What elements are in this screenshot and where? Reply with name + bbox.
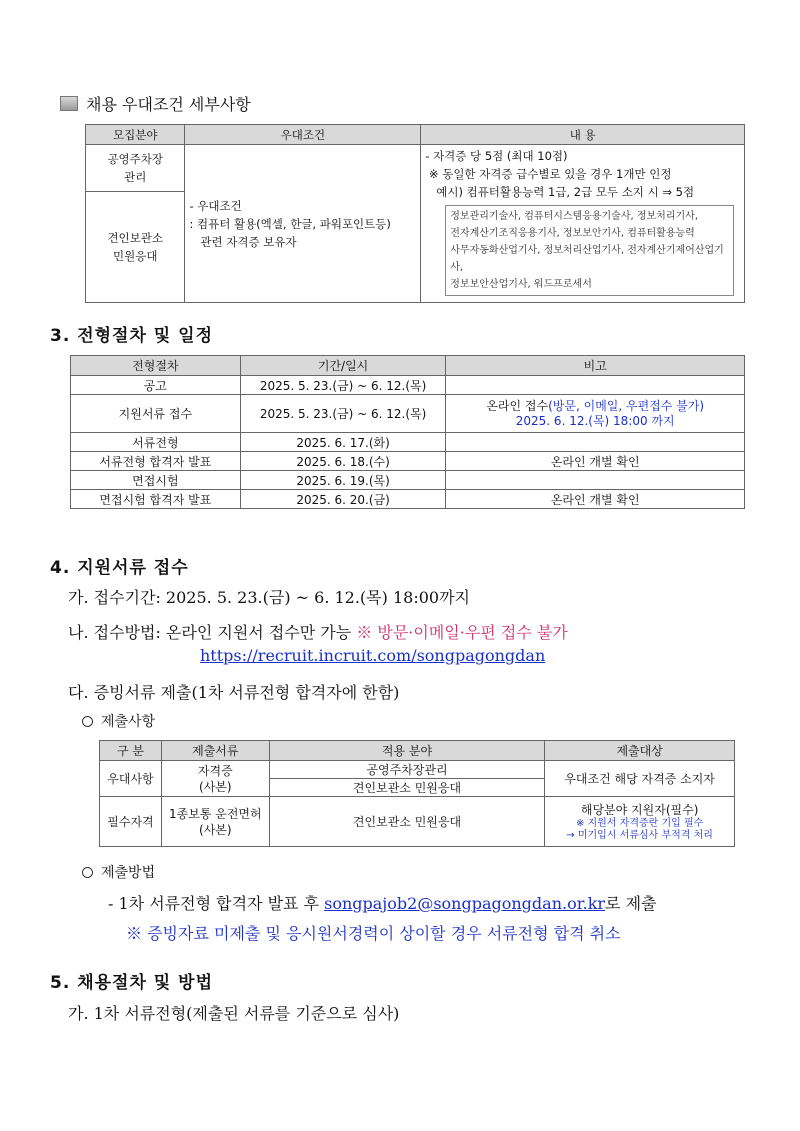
submission-method-text: 제출방법 [101, 865, 156, 881]
field-cell: 견인보관소 민원응대 [269, 797, 545, 847]
recruit-url-line [200, 646, 545, 665]
preference-row [86, 145, 745, 192]
step-cell: 면접시험 [71, 471, 241, 490]
target-note: ※ 지원서 자격증란 기입 필수 [575, 817, 704, 829]
document-cell: 자격증 (사본) [161, 761, 269, 797]
condition-cell [185, 145, 421, 303]
preference-table [85, 124, 745, 303]
header-field: 적용 분야 [269, 741, 545, 761]
note-cell [446, 471, 745, 490]
date-cell: 2025. 6. 17.(화) [240, 433, 446, 452]
date-cell: 2025. 6. 18.(수) [240, 452, 446, 471]
submission-items-label [82, 711, 155, 731]
note-cell: 온라인 개별 확인 [446, 452, 745, 471]
header-note: 비고 [446, 356, 745, 376]
header-target: 제출대상 [545, 741, 735, 761]
step-cell: 공고 [71, 376, 241, 395]
submission-email-link[interactable]: songpajob2@songpagongdan.or.kr [324, 894, 606, 913]
submission-prefix: - 1차 서류전형 합격자 발표 후 [108, 894, 325, 913]
document-submission: 다. 증빙서류 제출(1차 서류전형 합격자에 한함) [68, 683, 400, 702]
schedule-row [71, 395, 745, 433]
section-5-heading: 5. 채용절차 및 방법 [50, 973, 213, 993]
square-bullet-icon [60, 96, 78, 111]
condition-line: 관련 자격증 보유자 [189, 234, 297, 249]
schedule-row [71, 452, 745, 471]
submission-items-text: 제출사항 [101, 714, 156, 730]
date-cell: 2025. 5. 23.(금) ~ 6. 12.(목) [240, 395, 446, 433]
schedule-row [71, 376, 745, 395]
date-cell: 2025. 6. 20.(금) [240, 490, 446, 509]
documents-table [99, 740, 735, 847]
preference-title [60, 92, 251, 115]
header-content: 내 용 [421, 125, 745, 145]
submission-warning: ※ 증빙자료 미제출 및 응시원서경력이 상이할 경우 서류전형 합격 취소 [126, 924, 621, 943]
date-cell: 2025. 5. 23.(금) ~ 6. 12.(목) [240, 376, 446, 395]
note-cell [446, 395, 745, 433]
header-condition: 우대조건 [185, 125, 421, 145]
note-cell: 온라인 개별 확인 [446, 490, 745, 509]
header-document: 제출서류 [161, 741, 269, 761]
submission-method-label [82, 862, 155, 882]
type-cell: 우대사항 [100, 761, 162, 797]
schedule-row [71, 433, 745, 452]
documents-row [100, 761, 735, 779]
step-cell: 지원서류 접수 [71, 395, 241, 433]
step-cell: 서류전형 [71, 433, 241, 452]
header-field: 모집분야 [86, 125, 185, 145]
content-cell [421, 145, 745, 303]
note-prefix: 온라인 접수 [486, 398, 549, 413]
recruit-url-link[interactable]: https://recruit.incruit.com/songpagongdan [200, 646, 546, 665]
condition-line: - 우대조건 [189, 198, 242, 213]
header-type: 구 분 [100, 741, 162, 761]
receipt-period: 가. 접수기간: 2025. 5. 23.(금) ~ 6. 12.(목) 18:00까지 [68, 588, 470, 607]
note-cell [446, 376, 745, 395]
schedule-header-row [71, 356, 745, 376]
documents-header-row [100, 741, 735, 761]
target-cell [545, 797, 735, 847]
field-towing: 견인보관소 민원응대 [86, 192, 185, 303]
certificate-line: 정보관리기술사, 컴퓨터시스템응용기술사, 정보처리기사, [450, 211, 698, 222]
certificate-line: 정보보안산업기사, 워드프로세서 [450, 279, 592, 290]
document-cell: 1종보통 운전면허 (사본) [161, 797, 269, 847]
schedule-table [70, 355, 745, 509]
content-line: 예시) 컴퓨터활용능력 1급, 2급 모두 소지 시 ⇒ 5점 [425, 185, 695, 199]
target-note: → 미기입시 서류심사 부적격 처리 [566, 829, 713, 841]
submission-suffix: 로 제출 [605, 894, 657, 913]
preference-header-row [86, 125, 745, 145]
step-cell: 서류전형 합격자 발표 [71, 452, 241, 471]
receipt-method-text: 나. 접수방법: 온라인 지원서 접수만 가능 [68, 623, 357, 642]
header-step: 전형절차 [71, 356, 241, 376]
certificate-line: 전자계산기조직응용기사, 정보보안기사, 컴퓨터활용능력 [450, 228, 695, 239]
schedule-row [71, 471, 745, 490]
screening-first-stage: 가. 1차 서류전형(제출된 서류를 기준으로 심사) [68, 1004, 400, 1023]
note-blue: (방문, 이메일, 우편접수 불가) [548, 398, 705, 413]
submission-method-line [108, 891, 657, 914]
section-4-heading: 4. 지원서류 접수 [50, 558, 189, 578]
note-cell [446, 433, 745, 452]
note-deadline: 2025. 6. 12.(목) 18:00 까지 [515, 413, 675, 428]
certificate-line: 사무자동화산업기사, 정보처리산업기사, 전자계산기제어산업기사, [450, 245, 724, 273]
target-text: 해당분야 지원자(필수) [580, 802, 699, 817]
header-date: 기간/일시 [240, 356, 446, 376]
section-3-heading: 3. 전형절차 및 일정 [50, 326, 213, 346]
receipt-method [68, 620, 568, 643]
circle-bullet-icon [82, 867, 93, 878]
field-parking: 공영주차장 관리 [86, 145, 185, 192]
step-cell: 면접시험 합격자 발표 [71, 490, 241, 509]
condition-line: : 컴퓨터 활용(엑셀, 한글, 파워포인트등) [189, 216, 391, 231]
documents-row [100, 797, 735, 847]
certificate-list-box [445, 205, 734, 296]
content-line: - 자격증 당 5점 (최대 10점) [425, 149, 568, 163]
receipt-method-note: ※ 방문·이메일·우편 접수 불가 [356, 623, 568, 642]
target-cell: 우대조건 해당 자격증 소지자 [545, 761, 735, 797]
preference-title-text: 채용 우대조건 세부사항 [86, 95, 251, 114]
content-line: ※ 동일한 자격증 급수별로 있을 경우 1개만 인정 [425, 167, 672, 181]
type-cell: 필수자격 [100, 797, 162, 847]
field-cell: 공영주차장관리 [269, 761, 545, 779]
field-cell: 견인보관소 민원응대 [269, 779, 545, 797]
schedule-row [71, 490, 745, 509]
date-cell: 2025. 6. 19.(목) [240, 471, 446, 490]
circle-bullet-icon [82, 716, 93, 727]
